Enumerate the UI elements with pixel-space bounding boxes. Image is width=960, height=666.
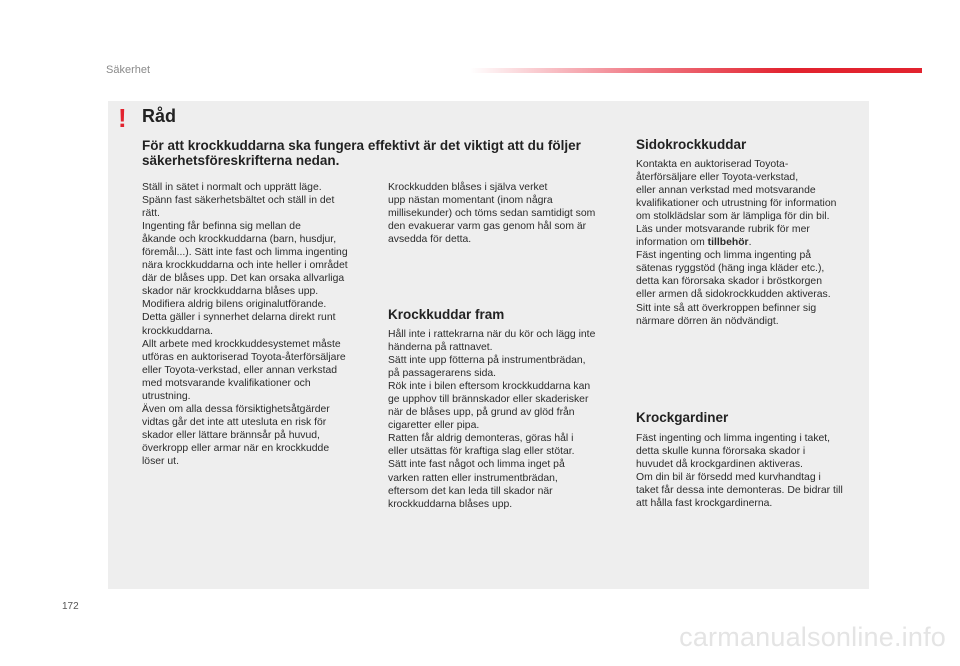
- text-line: krockkuddarna blåses upp.: [388, 498, 513, 510]
- text-line: utrustning.: [142, 390, 191, 402]
- text-line: när de blåses upp, på grund av glöd från: [388, 407, 575, 419]
- text-line: den evakuerar varm gas genom hål som är: [388, 221, 587, 233]
- text-line: Även om alla dessa försiktighetsåtgärder: [142, 403, 330, 415]
- text-line: överkropp eller armar när en krockkudde: [142, 442, 330, 454]
- text-line: Sitt inte så att överkroppen befinner sig: [636, 302, 817, 314]
- front-airbags-heading: Krockkuddar fram: [388, 307, 505, 322]
- text-line: om stolklädslar som är lämpliga för din bil.: [636, 211, 830, 223]
- text-line: eller armen då sidokrockkudden aktiveras.: [636, 289, 831, 301]
- text-line: Sätt inte upp fötterna på instrumentbrädan,: [388, 355, 586, 367]
- accessories-reference: tillbehör: [707, 237, 749, 249]
- text-line: Sätt inte fast något och limma inget på: [388, 459, 565, 471]
- text-line: föremål...). Sätt inte fast och limma ingenting: [142, 247, 348, 259]
- text-line: närmare dörren än nödvändigt.: [636, 315, 779, 327]
- text-line: avsedda för detta.: [388, 234, 472, 246]
- text-line: Ratten får aldrig demonteras, göras hål i: [388, 433, 574, 445]
- text-line: Rök inte i bilen eftersom krockkuddarna kan: [388, 381, 591, 393]
- section-header: Säkerhet: [106, 64, 151, 76]
- curtain-airbags-text: [636, 432, 870, 510]
- text-line: Fäst ingenting och limma ingenting i taket,: [636, 433, 831, 444]
- text-line-with-reference: [636, 236, 870, 249]
- text-line: skador när krockkuddarna blåses upp.: [142, 286, 319, 298]
- side-airbags-text: [636, 158, 870, 328]
- text-line: Ställ in sätet i normalt och upprätt läge.: [142, 182, 322, 193]
- text-line: skador eller lättare brännsår på huvud,: [142, 429, 320, 441]
- text-line: Läs under motsvarande rubrik för mer: [636, 224, 810, 236]
- reference-suffix: .: [748, 237, 752, 249]
- text-line: återförsäljare eller Toyota-verkstad,: [636, 172, 799, 184]
- header-accent-rule: [470, 68, 922, 73]
- text-line: att hålla fast krockgardinerna.: [636, 498, 773, 510]
- text-line: eller annan verkstad med motsvarande: [636, 185, 816, 197]
- text-line: kvalifikationer och utrustning för information: [636, 198, 837, 210]
- text-line: Om din bil är försedd med kurvhandtag i: [636, 472, 821, 484]
- text-line: rätt.: [142, 208, 160, 220]
- text-line: eller Toyota-verkstad, eller annan verkstad: [142, 364, 338, 376]
- page-number: 172: [62, 601, 79, 612]
- text-line: åkande och krockkuddarna (barn, husdjur,: [142, 234, 337, 246]
- text-line: eller utsättas för kraftiga slag eller stötar.: [388, 446, 575, 458]
- text-line: Ingenting får befinna sig mellan de: [142, 221, 301, 233]
- text-line: Allt arbete med krockkuddesystemet måste: [142, 338, 341, 350]
- text-line: millisekunder) och töms sedan samtidigt som: [388, 208, 596, 220]
- text-line: taket får dessa inte demonteras. De bidrar till: [636, 485, 843, 497]
- text-line: utföras en auktoriserad Toyota-återförsäljare: [142, 351, 346, 363]
- text-line: Håll inte i rattekrarna när du kör och lägg inte: [388, 329, 596, 340]
- text-line: Fäst ingenting och limma ingenting på: [636, 250, 812, 262]
- inflation-info-column: [388, 181, 620, 246]
- text-line: Detta gäller i synnerhet delarna direkt runt: [142, 312, 336, 324]
- front-airbags-text: [388, 328, 620, 511]
- text-line: detta skulle kunna förorsaka skador i: [636, 446, 806, 458]
- intro-text: För att krockkuddarna ska fungera effektivt är det viktigt att du följer säkerhetsföreskrifterna nedan.: [142, 138, 581, 168]
- text-line: vidtas går det inte att utesluta en risk för: [142, 416, 327, 428]
- warning-exclamation-icon: !: [118, 103, 127, 133]
- text-line: ge upphov till brännskador eller skaderisker: [388, 394, 589, 406]
- text-line: cigaretter eller pipa.: [388, 420, 480, 432]
- text-line: upp nästan momentant (inom några: [388, 195, 553, 207]
- general-advice-column: [142, 181, 370, 468]
- text-line: detta kan förorsaka skador i bröstkorgen: [636, 276, 822, 288]
- text-line: där de blåses upp. Det kan orsaka allvarliga: [142, 273, 345, 285]
- panel-title: Råd: [142, 106, 177, 126]
- text-line: sätenas ryggstöd (häng inga kläder etc.),: [636, 263, 825, 275]
- text-line: krockkuddarna.: [142, 325, 214, 337]
- text-line: Modifiera aldrig bilens originalutförande.: [142, 299, 327, 311]
- text-line: nära krockkuddarna och inte heller i området: [142, 260, 348, 272]
- text-line: eftersom det kan leda till skador när: [388, 485, 553, 497]
- text-line: Krockkudden blåses i själva verket: [388, 182, 548, 193]
- watermark: carmanualsonline.info: [679, 622, 946, 652]
- text-line: varken ratten eller instrumentbrädan,: [388, 472, 558, 484]
- curtain-airbags-heading: Krockgardiner: [636, 410, 729, 425]
- text-line: löser ut.: [142, 455, 179, 467]
- text-line: Spänn fast säkerhetsbältet och ställ in det: [142, 195, 335, 207]
- text-line: huvudet då krockgardinen aktiveras.: [636, 459, 803, 471]
- reference-prefix: information om: [636, 237, 708, 249]
- side-airbags-heading: Sidokrockkuddar: [636, 137, 747, 152]
- text-line: på passagerarens sida.: [388, 368, 497, 380]
- text-line: Kontakta en auktoriserad Toyota-: [636, 159, 789, 170]
- text-line: med motsvarande kvalifikationer och: [142, 377, 311, 389]
- text-line: händerna på rattnavet.: [388, 342, 493, 354]
